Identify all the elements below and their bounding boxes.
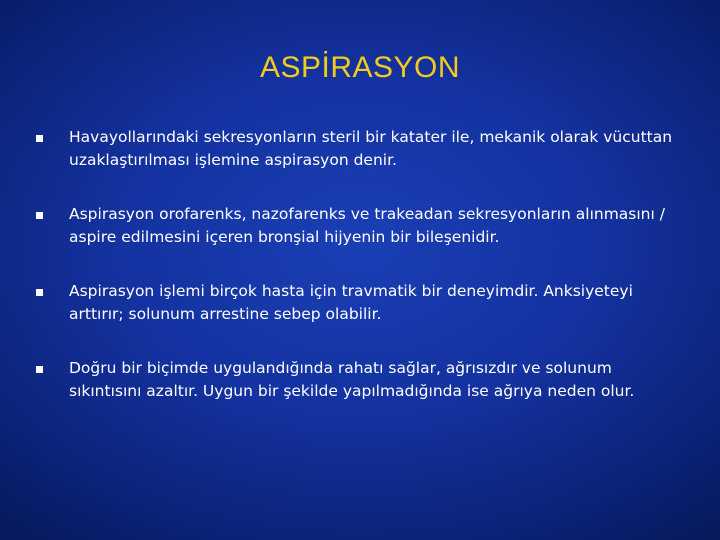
square-bullet-icon bbox=[36, 289, 43, 296]
bullet-text: Aspirasyon orofarenks, nazofarenks ve trakeadan sekresyonların alınmasını / aspire edilmesini içeren bronşial hijyenin bir bileşenidir. bbox=[69, 205, 665, 246]
bullet-list bbox=[36, 126, 686, 434]
slide-title: ASPİRASYON bbox=[259, 51, 461, 84]
bullet-item bbox=[36, 126, 686, 172]
bullet-text: Havayollarındaki sekresyonların steril bir katater ile, mekanik olarak vücuttan uzaklaştırılması işlemine aspirasyon denir. bbox=[69, 128, 673, 169]
bullet-text: Aspirasyon işlemi birçok hasta için travmatik bir deneyimdir. Anksiyeteyi arttırır; solunum arrestine sebep olabilir. bbox=[69, 282, 633, 323]
square-bullet-icon bbox=[36, 366, 43, 373]
square-bullet-icon bbox=[36, 135, 43, 142]
bullet-text: Doğru bir biçimde uygulandığında rahatı sağlar, ağrısızdır ve solunum sıkıntısını azaltır. Uygun bir şekilde yapılmadığında ise ağrıya neden olur. bbox=[69, 359, 635, 400]
square-bullet-icon bbox=[36, 212, 43, 219]
bullet-item bbox=[36, 203, 686, 249]
bullet-item bbox=[36, 280, 686, 326]
bullet-item bbox=[36, 357, 686, 403]
